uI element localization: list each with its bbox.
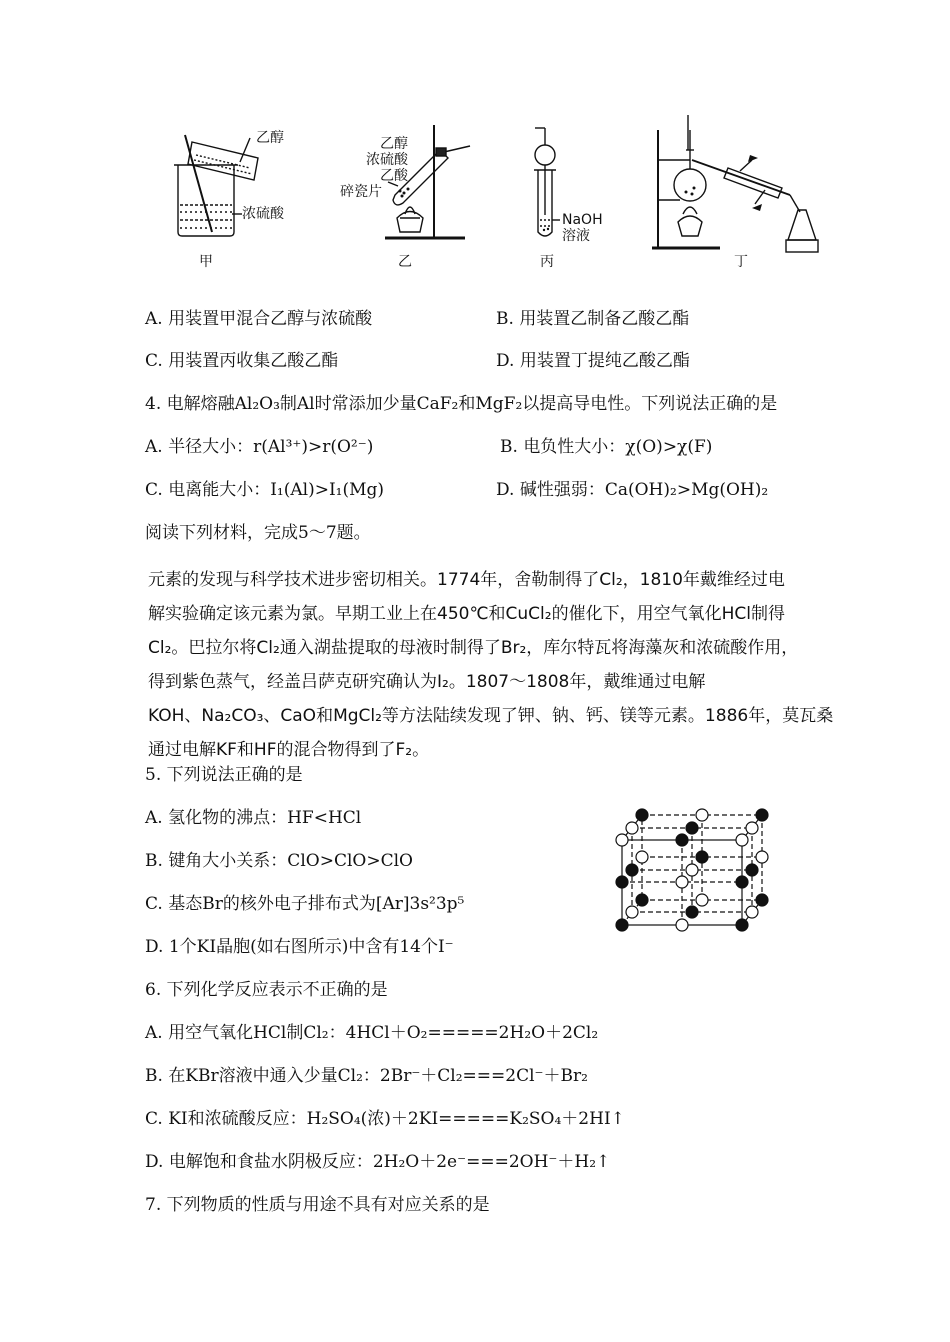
apparatus-drawing xyxy=(0,0,950,290)
material-line: 元素的发现与科学技术进步密切相关。1774年，舍勒制得了Cl₂，1810年戴维经过电 xyxy=(148,570,785,590)
q5-option-b: B. 键角大小关系：ClO>ClO>ClO xyxy=(145,851,413,871)
label-yi-chips: 碎瓷片 xyxy=(340,184,382,200)
label-jia-sulfuric: 浓硫酸 xyxy=(242,206,284,222)
material-line: 得到紫色蒸气，经盖吕萨克研究确认为I₂。1807～1808年，戴维通过电解 xyxy=(148,672,706,692)
q4-option-b: B. 电负性大小：χ(O)>χ(F) xyxy=(500,437,713,457)
q4-option-d: D. 碱性强弱：Ca(OH)₂>Mg(OH)₂ xyxy=(496,480,769,500)
q3-option-a: A. 用装置甲混合乙醇与浓硫酸 xyxy=(145,309,373,329)
label-jia-ethanol: 乙醇 xyxy=(256,130,284,146)
caption-bing: 丙 xyxy=(540,254,554,270)
q4-option-c: C. 电离能大小：I₁(Al)>I₁(Mg) xyxy=(145,480,385,500)
material-paragraph xyxy=(148,563,848,767)
material-line: 解实验确定该元素为氯。早期工业上在450℃和CuCl₂的催化下，用空气氧化HCl制得 xyxy=(148,604,785,624)
material-line: 通过电解KF和HF的混合物得到了F₂。 xyxy=(148,740,430,760)
q5-option-a: A. 氢化物的沸点：HF<HCl xyxy=(145,808,362,828)
reading-intro: 阅读下列材料，完成5～7题。 xyxy=(145,523,371,543)
q6-option-b: B. 在KBr溶液中通入少量Cl₂：2Br⁻＋Cl₂===2Cl⁻＋Br₂ xyxy=(145,1066,588,1086)
caption-yi: 乙 xyxy=(398,254,412,270)
q6-option-d: D. 电解饱和食盐水阴极反应：2H₂O＋2e⁻===2OH⁻＋H₂↑ xyxy=(145,1152,611,1172)
q3-option-b: B. 用装置乙制备乙酸乙酯 xyxy=(496,309,690,329)
q5-option-d: D. 1个KI晶胞(如右图所示)中含有14个I⁻ xyxy=(145,937,454,957)
label-bing-solution: 溶液 xyxy=(562,228,590,244)
caption-jia: 甲 xyxy=(199,254,213,270)
q6-stem: 6. 下列化学反应表示不正确的是 xyxy=(145,980,388,1000)
material-line: Cl₂。巴拉尔将Cl₂通入湖盐提取的母液时制得了Br₂，库尔特瓦将海藻灰和浓硫酸作用， xyxy=(148,638,799,658)
material-line: KOH、Na₂CO₃、CaO和MgCl₂等方法陆续发现了钾、钠、钙、镁等元素。1886年，莫瓦桑 xyxy=(148,706,834,726)
q4-option-a: A. 半径大小：r(Al³⁺)>r(O²⁻) xyxy=(145,437,374,457)
q3-option-c: C. 用装置丙收集乙酸乙酯 xyxy=(145,351,339,371)
q3-option-d: D. 用装置丁提纯乙酸乙酯 xyxy=(496,351,690,371)
q5-stem: 5. 下列说法正确的是 xyxy=(145,765,303,785)
label-yi-ethanol: 乙醇 xyxy=(380,136,408,152)
caption-ding: 丁 xyxy=(734,254,748,270)
q5-option-c: C. 基态Br的核外电子排布式为[Ar]3s²3p⁵ xyxy=(145,894,465,914)
label-yi-acetic: 乙酸 xyxy=(380,168,408,184)
q4-stem: 4. 电解熔融Al₂O₃制Al时常添加少量CaF₂和MgF₂以提高导电性。下列说法正确的是 xyxy=(145,394,778,414)
q6-option-a: A. 用空气氧化HCl制Cl₂：4HCl＋O₂=====2H₂O＋2Cl₂ xyxy=(145,1023,599,1043)
q6-option-c: C. KI和浓硫酸反应：H₂SO₄(浓)＋2KI=====K₂SO₄＋2HI↑ xyxy=(145,1109,625,1129)
label-bing-naoh: NaOH xyxy=(562,212,603,228)
q7-stem: 7. 下列物质的性质与用途不具有对应关系的是 xyxy=(145,1195,490,1215)
label-yi-sulfuric: 浓硫酸 xyxy=(366,152,408,168)
